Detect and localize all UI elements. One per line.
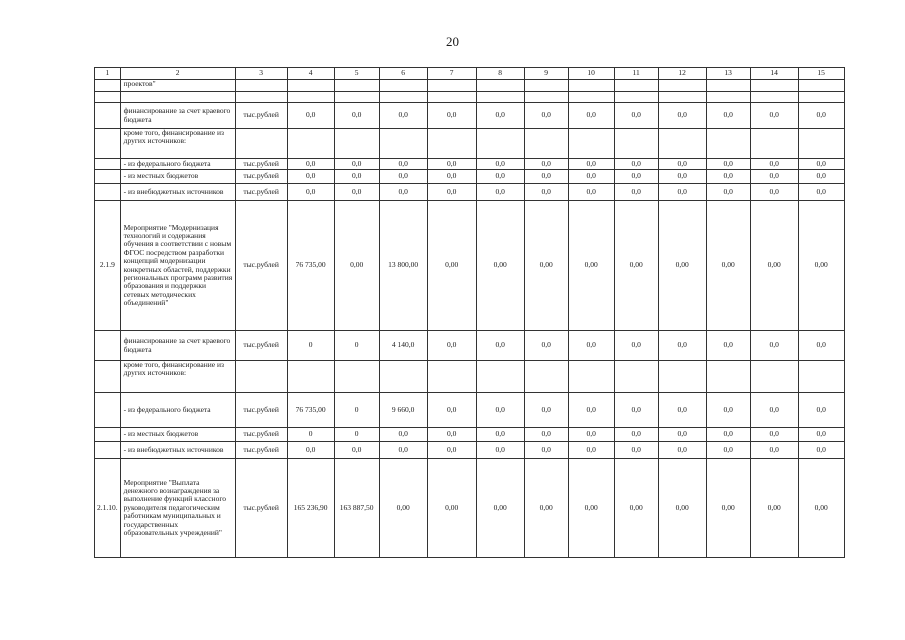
value-cell: 0,0 — [287, 159, 334, 170]
value-cell: 0,00 — [334, 201, 379, 331]
value-cell — [476, 80, 524, 92]
value-cell: 0,0 — [379, 159, 427, 170]
value-cell: 0,0 — [334, 442, 379, 459]
value-cell: 0,0 — [568, 442, 614, 459]
value-cell — [379, 92, 427, 103]
value-cell: 0,0 — [427, 103, 476, 129]
value-cell: 0,0 — [568, 331, 614, 361]
value-cell — [706, 129, 750, 159]
value-cell — [524, 361, 568, 393]
value-cell: 0,0 — [427, 159, 476, 170]
value-cell — [287, 361, 334, 393]
value-cell: 0,0 — [524, 393, 568, 428]
value-cell: 0,00 — [658, 201, 706, 331]
unit-cell: тыс.рублей — [235, 201, 287, 331]
value-cell: 9 660,0 — [379, 393, 427, 428]
value-cell: 0,00 — [798, 201, 844, 331]
unit-cell: тыс.рублей — [235, 170, 287, 184]
value-cell: 0,0 — [379, 442, 427, 459]
value-cell — [379, 129, 427, 159]
value-cell: 0,0 — [476, 170, 524, 184]
column-number: 8 — [476, 68, 524, 80]
value-cell: 0,0 — [750, 428, 798, 442]
value-cell — [798, 129, 844, 159]
row-index — [95, 361, 121, 393]
value-cell: 0 — [287, 331, 334, 361]
value-cell: 0,0 — [524, 331, 568, 361]
value-cell: 0,0 — [427, 442, 476, 459]
value-cell — [476, 361, 524, 393]
table-row — [95, 184, 845, 201]
value-cell: 0,0 — [524, 184, 568, 201]
value-cell: 0,0 — [427, 170, 476, 184]
budget-table — [94, 67, 845, 558]
row-index — [95, 170, 121, 184]
table-row — [95, 442, 845, 459]
unit-cell — [235, 92, 287, 103]
table-row — [95, 170, 845, 184]
value-cell: 0,0 — [334, 184, 379, 201]
value-cell: 0,0 — [798, 393, 844, 428]
column-number: 3 — [235, 68, 287, 80]
value-cell: 0,0 — [334, 103, 379, 129]
value-cell: 0,00 — [706, 201, 750, 331]
row-index — [95, 159, 121, 170]
table-row — [95, 459, 845, 558]
value-cell — [524, 129, 568, 159]
value-cell: 0,0 — [658, 331, 706, 361]
unit-cell: тыс.рублей — [235, 103, 287, 129]
row-index: 2.1.9 — [95, 201, 121, 331]
row-index — [95, 393, 121, 428]
value-cell: 0,00 — [614, 459, 658, 558]
unit-cell — [235, 129, 287, 159]
table-row — [95, 201, 845, 331]
value-cell: 0,0 — [614, 442, 658, 459]
value-cell: 0,0 — [658, 184, 706, 201]
unit-cell: тыс.рублей — [235, 159, 287, 170]
column-number: 7 — [427, 68, 476, 80]
value-cell — [476, 92, 524, 103]
value-cell — [379, 80, 427, 92]
value-cell: 0,0 — [614, 170, 658, 184]
value-cell — [658, 92, 706, 103]
value-cell: 0,0 — [798, 159, 844, 170]
value-cell — [568, 92, 614, 103]
value-cell — [706, 361, 750, 393]
value-cell: 0,0 — [750, 184, 798, 201]
measure-description: Мероприятие "Модернизация технологий и содержания обучения в соответствии с новым ФГОС посредством разработки концепций модернизации конкретных областей, поддержки региональных программ развития образования и поддержки сетевых методических объединений" — [120, 201, 235, 331]
value-cell: 0,0 — [427, 393, 476, 428]
value-cell: 0,0 — [798, 442, 844, 459]
table-row — [95, 80, 845, 92]
value-cell: 0,0 — [524, 159, 568, 170]
value-cell — [706, 80, 750, 92]
column-number: 14 — [750, 68, 798, 80]
value-cell: 0,00 — [798, 459, 844, 558]
value-cell: 0,00 — [750, 459, 798, 558]
value-cell: 0,0 — [750, 103, 798, 129]
value-cell: 0,0 — [476, 442, 524, 459]
value-cell: 0,0 — [614, 159, 658, 170]
value-cell: 0,0 — [568, 428, 614, 442]
row-index — [95, 331, 121, 361]
value-cell: 0,0 — [750, 170, 798, 184]
value-cell: 0,0 — [614, 184, 658, 201]
row-description: - из федерального бюджета — [120, 159, 235, 170]
value-cell: 0,0 — [798, 428, 844, 442]
value-cell — [614, 129, 658, 159]
row-description: финансирование за счет краевого бюджета — [120, 103, 235, 129]
value-cell: 0,0 — [658, 393, 706, 428]
value-cell: 0,0 — [798, 103, 844, 129]
table-row — [95, 331, 845, 361]
table-header-row — [95, 68, 845, 80]
value-cell — [750, 129, 798, 159]
unit-cell — [235, 80, 287, 92]
value-cell: 76 735,00 — [287, 201, 334, 331]
value-cell: 0,0 — [427, 428, 476, 442]
table-row — [95, 129, 845, 159]
value-cell: 0,00 — [524, 459, 568, 558]
value-cell: 0,00 — [524, 201, 568, 331]
value-cell: 0,0 — [287, 184, 334, 201]
value-cell: 0,0 — [706, 170, 750, 184]
value-cell: 0,0 — [427, 184, 476, 201]
unit-cell: тыс.рублей — [235, 428, 287, 442]
value-cell: 0,0 — [524, 103, 568, 129]
column-number: 1 — [95, 68, 121, 80]
unit-cell: тыс.рублей — [235, 442, 287, 459]
value-cell: 0,0 — [287, 442, 334, 459]
unit-cell: тыс.рублей — [235, 459, 287, 558]
value-cell: 4 140,0 — [379, 331, 427, 361]
value-cell: 0,0 — [427, 331, 476, 361]
value-cell: 0,0 — [379, 184, 427, 201]
value-cell: 0,00 — [750, 201, 798, 331]
value-cell — [379, 361, 427, 393]
value-cell: 0,0 — [568, 103, 614, 129]
value-cell: 0,0 — [524, 442, 568, 459]
value-cell — [334, 92, 379, 103]
value-cell — [334, 129, 379, 159]
column-number: 10 — [568, 68, 614, 80]
value-cell: 0,0 — [568, 170, 614, 184]
row-index — [95, 428, 121, 442]
value-cell: 0,0 — [334, 170, 379, 184]
value-cell — [750, 92, 798, 103]
value-cell: 0,0 — [476, 393, 524, 428]
value-cell: 0,00 — [379, 459, 427, 558]
column-number: 9 — [524, 68, 568, 80]
value-cell: 0,0 — [334, 159, 379, 170]
value-cell — [334, 80, 379, 92]
value-cell: 0,0 — [658, 428, 706, 442]
value-cell: 163 887,50 — [334, 459, 379, 558]
value-cell — [427, 361, 476, 393]
row-description — [120, 92, 235, 103]
value-cell — [427, 92, 476, 103]
value-cell: 0,0 — [706, 103, 750, 129]
value-cell: 0,0 — [379, 103, 427, 129]
value-cell: 0,0 — [750, 393, 798, 428]
value-cell: 0,0 — [568, 184, 614, 201]
value-cell: 0,0 — [476, 159, 524, 170]
value-cell: 0,0 — [524, 428, 568, 442]
value-cell — [750, 80, 798, 92]
value-cell: 0,0 — [658, 159, 706, 170]
row-description: - из местных бюджетов — [120, 428, 235, 442]
value-cell: 0,0 — [614, 103, 658, 129]
column-number: 12 — [658, 68, 706, 80]
row-description: - из федерального бюджета — [120, 393, 235, 428]
value-cell — [568, 129, 614, 159]
value-cell: 0,0 — [476, 184, 524, 201]
value-cell: 0,00 — [614, 201, 658, 331]
row-index — [95, 442, 121, 459]
column-number: 15 — [798, 68, 844, 80]
column-number: 11 — [614, 68, 658, 80]
row-index — [95, 184, 121, 201]
value-cell: 0,0 — [798, 170, 844, 184]
table-row — [95, 428, 845, 442]
unit-cell: тыс.рублей — [235, 184, 287, 201]
value-cell: 0,0 — [750, 159, 798, 170]
value-cell — [287, 92, 334, 103]
value-cell: 0,0 — [706, 393, 750, 428]
value-cell: 0 — [334, 428, 379, 442]
value-cell — [658, 129, 706, 159]
value-cell: 0,0 — [476, 331, 524, 361]
table-row — [95, 393, 845, 428]
value-cell: 165 236,90 — [287, 459, 334, 558]
row-description: финансирование за счет краевого бюджета — [120, 331, 235, 361]
value-cell: 0,0 — [476, 428, 524, 442]
row-index — [95, 92, 121, 103]
value-cell: 0,0 — [379, 170, 427, 184]
value-cell — [287, 80, 334, 92]
value-cell — [427, 129, 476, 159]
value-cell: 13 800,00 — [379, 201, 427, 331]
row-index — [95, 129, 121, 159]
unit-cell: тыс.рублей — [235, 331, 287, 361]
value-cell — [798, 92, 844, 103]
value-cell — [614, 361, 658, 393]
value-cell: 0,0 — [476, 103, 524, 129]
value-cell — [427, 80, 476, 92]
value-cell — [334, 361, 379, 393]
value-cell: 0,0 — [568, 159, 614, 170]
value-cell: 0,00 — [476, 459, 524, 558]
value-cell: 0,00 — [568, 459, 614, 558]
value-cell: 0,0 — [706, 331, 750, 361]
value-cell — [614, 80, 658, 92]
row-index — [95, 80, 121, 92]
value-cell: 0 — [287, 428, 334, 442]
value-cell: 0,0 — [287, 170, 334, 184]
row-description: проектов" — [120, 80, 235, 92]
value-cell: 0,00 — [427, 459, 476, 558]
value-cell: 0,0 — [524, 170, 568, 184]
value-cell: 0,0 — [379, 428, 427, 442]
row-description: - из местных бюджетов — [120, 170, 235, 184]
value-cell: 0,0 — [706, 159, 750, 170]
value-cell — [568, 80, 614, 92]
unit-cell — [235, 361, 287, 393]
value-cell: 0,00 — [706, 459, 750, 558]
value-cell — [287, 129, 334, 159]
measure-description: Мероприятие "Выплата денежного вознаграждения за выполнение функций классного руководителя педагогическим работникам муниципальных и государственных образовательных учреждений" — [120, 459, 235, 558]
value-cell: 76 735,00 — [287, 393, 334, 428]
value-cell: 0,00 — [427, 201, 476, 331]
value-cell: 0,0 — [287, 103, 334, 129]
value-cell — [524, 92, 568, 103]
value-cell: 0,00 — [476, 201, 524, 331]
row-index — [95, 103, 121, 129]
row-description: кроме того, финансирование из других источников: — [120, 361, 235, 393]
value-cell: 0,0 — [750, 331, 798, 361]
value-cell: 0 — [334, 331, 379, 361]
value-cell: 0,0 — [706, 428, 750, 442]
value-cell: 0,0 — [750, 442, 798, 459]
value-cell: 0,0 — [614, 428, 658, 442]
column-number: 6 — [379, 68, 427, 80]
value-cell: 0 — [334, 393, 379, 428]
row-description: - из внебюджетных источников — [120, 184, 235, 201]
value-cell: 0,00 — [568, 201, 614, 331]
value-cell — [798, 361, 844, 393]
value-cell — [524, 80, 568, 92]
value-cell: 0,0 — [706, 184, 750, 201]
row-description: кроме того, финансирование из других источников: — [120, 129, 235, 159]
value-cell: 0,0 — [798, 184, 844, 201]
column-number: 2 — [120, 68, 235, 80]
value-cell — [658, 361, 706, 393]
value-cell — [750, 361, 798, 393]
value-cell: 0,0 — [798, 331, 844, 361]
value-cell — [614, 92, 658, 103]
table-row — [95, 92, 845, 103]
value-cell — [568, 361, 614, 393]
value-cell: 0,0 — [658, 170, 706, 184]
value-cell: 0,0 — [614, 393, 658, 428]
value-cell — [798, 80, 844, 92]
unit-cell: тыс.рублей — [235, 393, 287, 428]
value-cell — [658, 80, 706, 92]
value-cell: 0,0 — [706, 442, 750, 459]
page-number: 20 — [446, 34, 459, 49]
value-cell: 0,0 — [614, 331, 658, 361]
value-cell: 0,0 — [568, 393, 614, 428]
column-number: 5 — [334, 68, 379, 80]
table-row — [95, 159, 845, 170]
column-number: 13 — [706, 68, 750, 80]
value-cell: 0,0 — [658, 442, 706, 459]
row-description: - из внебюджетных источников — [120, 442, 235, 459]
value-cell: 0,0 — [658, 103, 706, 129]
value-cell — [476, 129, 524, 159]
table-row — [95, 103, 845, 129]
column-number: 4 — [287, 68, 334, 80]
row-index: 2.1.10. — [95, 459, 121, 558]
table-row — [95, 361, 845, 393]
value-cell — [706, 92, 750, 103]
value-cell: 0,00 — [658, 459, 706, 558]
